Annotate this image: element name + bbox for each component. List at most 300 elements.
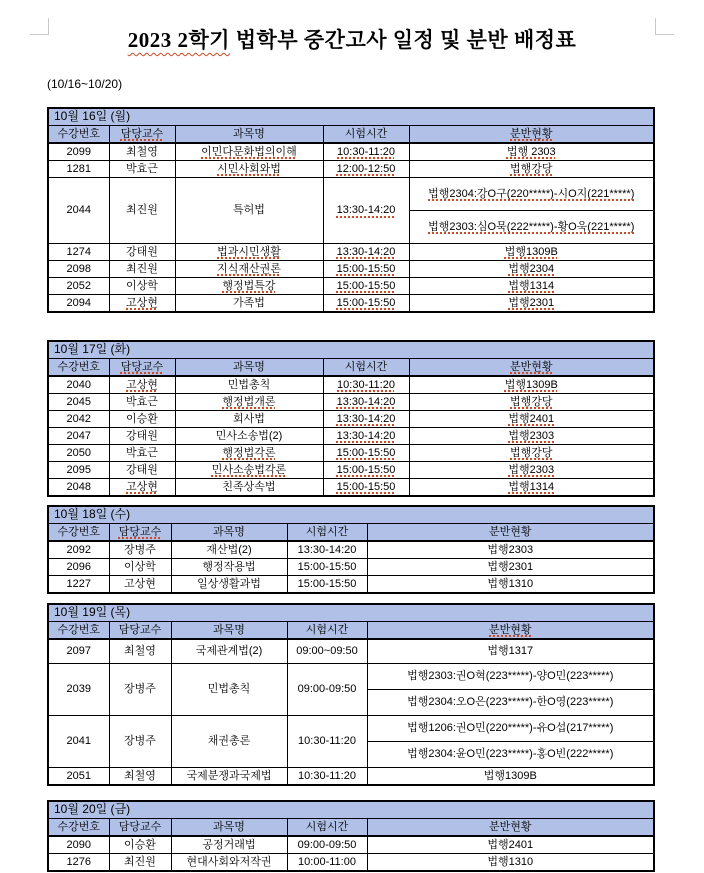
cell-course-no-text: 2098 — [66, 262, 91, 275]
column-header — [48, 359, 109, 377]
column-header-label: 과목명 — [233, 127, 265, 140]
cell-professor-text: 이승환 — [126, 412, 158, 425]
cell-course-no-text: 2040 — [66, 378, 91, 391]
cell-subject-text: 현대사회와저작권 — [186, 855, 272, 868]
cell-room — [409, 143, 654, 161]
cell-course-no — [48, 559, 109, 576]
cell-professor — [109, 394, 175, 411]
exam-table-day-3 — [47, 505, 655, 594]
cell-subject-text: 민사소송법각론 — [211, 463, 287, 476]
exam-table-day-2 — [47, 340, 655, 497]
cell-exam-time-text: 13:30-14:20 — [336, 395, 396, 408]
column-header-label: 과목명 — [213, 623, 245, 636]
column-header — [109, 622, 171, 640]
cell-course-no — [48, 295, 109, 313]
cell-room — [409, 244, 654, 261]
column-header — [48, 524, 109, 542]
cell-room-text: 법행1309B — [483, 769, 537, 782]
cell-course-no-text: 2051 — [66, 769, 91, 782]
column-header-label: 담당교수 — [118, 623, 162, 636]
cell-subject — [171, 836, 287, 854]
cell-subject — [175, 178, 323, 244]
cell-room — [409, 394, 654, 411]
column-header — [109, 819, 171, 837]
cell-professor — [109, 768, 171, 786]
margin-mark-top-left — [30, 18, 49, 35]
cell-subject — [175, 278, 323, 295]
cell-room — [409, 445, 654, 462]
cell-subject-text: 재산법(2) — [206, 543, 252, 556]
column-header-label: 분반현황 — [510, 360, 553, 373]
cell-exam-time-text: 13:30-14:20 — [297, 543, 357, 556]
cell-room — [409, 278, 654, 295]
cell-professor — [109, 664, 171, 716]
column-header — [48, 126, 109, 144]
cell-subject-text: 민사소송법(2) — [215, 429, 283, 442]
cell-subject — [171, 664, 287, 716]
cell-professor-text: 고상현 — [124, 577, 156, 590]
cell-professor — [109, 639, 171, 664]
cell-exam-time-text: 13:30-14:20 — [336, 412, 396, 425]
cell-course-no-text: 2044 — [66, 204, 91, 217]
cell-professor-text: 최철영 — [126, 145, 158, 158]
cell-professor — [109, 541, 171, 559]
cell-course-no-text: 2092 — [66, 543, 91, 556]
cell-room — [409, 462, 654, 479]
cell-course-no-text: 1281 — [66, 162, 91, 175]
cell-professor — [109, 178, 175, 244]
column-header-label: 분반현황 — [489, 623, 532, 636]
cell-professor — [109, 295, 175, 313]
cell-exam-time — [323, 261, 409, 278]
cell-subject — [171, 576, 287, 594]
cell-professor-text: 최진원 — [126, 204, 158, 217]
cell-professor-text: 박효근 — [126, 446, 158, 459]
column-header — [175, 126, 323, 144]
cell-professor-text: 고상현 — [126, 480, 158, 493]
cell-subject-text: 가족법 — [233, 296, 265, 309]
cell-room — [367, 576, 654, 594]
column-header — [109, 524, 171, 542]
cell-exam-time — [323, 278, 409, 295]
cell-room — [367, 742, 654, 768]
cell-exam-time-text: 09:00-09:50 — [297, 683, 357, 696]
column-header — [48, 819, 109, 837]
cell-professor-text: 박효근 — [126, 162, 158, 175]
column-header-label: 시험시간 — [305, 623, 349, 636]
cell-exam-time-text: 13:30-14:20 — [336, 245, 396, 258]
cell-exam-time-text: 10:00-11:00 — [298, 855, 356, 868]
cell-professor — [109, 462, 175, 479]
cell-course-no-text: 1274 — [66, 245, 91, 258]
cell-exam-time — [323, 411, 409, 428]
cell-room — [409, 376, 654, 394]
cell-exam-time-text: 15:00-15:50 — [336, 262, 396, 275]
cell-room-text: 법행2303 — [487, 543, 534, 556]
cell-professor-text: 최철영 — [124, 769, 156, 782]
cell-course-no — [48, 278, 109, 295]
cell-subject — [175, 376, 323, 394]
column-header-label: 담당교수 — [118, 820, 162, 833]
column-header-label: 시험시간 — [344, 360, 388, 373]
cell-professor — [109, 411, 175, 428]
cell-course-no-text: 2045 — [66, 395, 91, 408]
cell-exam-time — [287, 768, 367, 786]
column-header — [171, 622, 287, 640]
cell-subject-text: 민법총칙 — [207, 683, 251, 696]
cell-exam-time — [323, 428, 409, 445]
cell-room-text: 법행1314 — [508, 279, 555, 292]
cell-exam-time-text: 09:00~09:50 — [296, 645, 358, 658]
margin-mark-top-right — [655, 18, 674, 35]
cell-room-text: 법행1310 — [487, 577, 534, 590]
cell-room-text: 법행강당 — [510, 162, 553, 175]
cell-subject — [175, 143, 323, 161]
cell-course-no — [48, 768, 109, 786]
cell-exam-time — [323, 479, 409, 497]
exam-tables-container — [0, 107, 704, 872]
cell-course-no-text: 2090 — [66, 838, 91, 851]
cell-course-no — [48, 576, 109, 594]
cell-room — [367, 690, 654, 716]
cell-room — [409, 161, 654, 178]
cell-professor-text: 강태원 — [126, 245, 158, 258]
cell-exam-time — [287, 639, 367, 664]
cell-exam-time — [287, 716, 367, 768]
cell-room — [367, 768, 654, 786]
exam-table-day-5 — [47, 800, 655, 872]
cell-subject — [175, 161, 323, 178]
cell-professor — [109, 376, 175, 394]
cell-exam-time-text: 13:30-14:20 — [336, 204, 396, 217]
cell-professor-text: 박효근 — [126, 395, 158, 408]
day-header: 10월 20일 (금) — [48, 801, 654, 819]
cell-course-no — [48, 716, 109, 768]
cell-professor-text: 장병주 — [124, 543, 156, 556]
cell-room — [409, 261, 654, 278]
cell-room-text: 법행2303 — [508, 463, 555, 476]
cell-room-text: 법행강당 — [510, 446, 553, 459]
column-header-label: 분반현황 — [489, 820, 532, 833]
cell-subject-text: 회사법 — [233, 412, 265, 425]
cell-exam-time — [287, 854, 367, 872]
cell-course-no-text: 2042 — [66, 412, 91, 425]
column-header-label: 담당교수 — [120, 360, 164, 373]
exam-table-day-1 — [47, 107, 655, 313]
cell-subject-text: 공정거래법 — [202, 838, 256, 851]
cell-room-text: 법행2303:권O혁(223*****)-양O민(223*****) — [407, 670, 614, 683]
cell-exam-time — [323, 295, 409, 313]
cell-course-no — [48, 178, 109, 244]
cell-room-text: 법행1206:권O민(220*****)-유O섭(217*****) — [407, 722, 614, 735]
cell-subject-text: 친족상속법 — [222, 480, 276, 493]
cell-course-no — [48, 445, 109, 462]
exam-table-day-4 — [47, 603, 655, 786]
cell-course-no — [48, 261, 109, 278]
cell-exam-time — [323, 143, 409, 161]
cell-course-no — [48, 143, 109, 161]
cell-course-no-text: 2048 — [66, 480, 91, 493]
cell-room — [409, 479, 654, 497]
cell-subject-text: 시민사회와법 — [217, 162, 281, 175]
cell-room-text: 법행1310 — [487, 855, 534, 868]
column-header — [409, 126, 654, 144]
cell-course-no — [48, 541, 109, 559]
cell-exam-time-text: 10:30-11:20 — [337, 378, 395, 391]
cell-room-text: 법행2303 — [508, 429, 555, 442]
cell-course-no — [48, 836, 109, 854]
day-header: 10월 16일 (월) — [48, 108, 654, 126]
cell-room — [367, 664, 654, 690]
cell-exam-time-text: 10:30-11:20 — [337, 145, 395, 158]
column-header — [367, 524, 654, 542]
cell-room — [367, 639, 654, 664]
column-header-label: 과목명 — [213, 820, 245, 833]
cell-professor — [109, 161, 175, 178]
cell-exam-time — [287, 836, 367, 854]
cell-course-no — [48, 639, 109, 664]
cell-subject — [175, 261, 323, 278]
column-header — [367, 622, 654, 640]
cell-room — [409, 428, 654, 445]
column-header — [109, 359, 175, 377]
cell-exam-time-text: 15:00-15:50 — [336, 296, 396, 309]
cell-course-no — [48, 479, 109, 497]
column-header — [109, 126, 175, 144]
cell-professor-text: 강태원 — [126, 429, 158, 442]
column-header — [367, 819, 654, 837]
cell-subject-text: 지식재산권론 — [217, 262, 281, 275]
cell-exam-time-text: 15:00-15:50 — [297, 560, 357, 573]
cell-professor-text: 최진원 — [126, 262, 158, 275]
cell-professor-text: 고상현 — [126, 378, 158, 391]
cell-room-text: 법행2303:심O묵(222*****)-황O욱(221*****) — [428, 220, 635, 233]
cell-room-text: 법행2304 — [508, 262, 555, 275]
cell-exam-time — [323, 376, 409, 394]
cell-subject-text: 행정작용법 — [202, 560, 256, 573]
cell-subject-text: 채권총론 — [207, 735, 251, 748]
cell-professor — [109, 428, 175, 445]
cell-professor-text: 최진원 — [124, 855, 156, 868]
cell-exam-time-text: 15:00-15:50 — [336, 446, 396, 459]
cell-room-text: 법행 2303 — [506, 145, 556, 158]
cell-room — [409, 178, 654, 211]
cell-professor — [109, 479, 175, 497]
cell-exam-time — [323, 394, 409, 411]
cell-room-text: 법행1309B — [504, 378, 558, 391]
column-header-label: 과목명 — [233, 360, 265, 373]
cell-subject — [171, 541, 287, 559]
cell-course-no-text: 2097 — [66, 645, 91, 658]
cell-exam-time — [323, 244, 409, 261]
cell-course-no — [48, 664, 109, 716]
cell-room-text: 법행1309B — [504, 245, 558, 258]
cell-subject — [171, 716, 287, 768]
day-header: 10월 17일 (화) — [48, 341, 654, 359]
cell-course-no-text: 2094 — [66, 296, 91, 309]
cell-room-text: 법행2401 — [508, 412, 555, 425]
cell-course-no — [48, 394, 109, 411]
cell-subject-text: 국제관계법(2) — [195, 645, 263, 658]
cell-professor — [109, 143, 175, 161]
cell-professor — [109, 261, 175, 278]
page-title — [0, 0, 704, 53]
column-header — [287, 622, 367, 640]
column-header — [171, 819, 287, 837]
column-header — [171, 524, 287, 542]
cell-room-text: 법행2304:윤O민(223*****)-홍O빈(222*****) — [407, 748, 614, 761]
cell-subject — [171, 768, 287, 786]
cell-subject-text: 행정법각론 — [222, 446, 276, 459]
cell-exam-time — [323, 161, 409, 178]
cell-subject — [175, 295, 323, 313]
column-header — [323, 126, 409, 144]
cell-professor-text: 이승환 — [124, 838, 156, 851]
cell-subject-text: 민법총칙 — [227, 378, 271, 391]
column-header-label: 분반현황 — [489, 525, 532, 538]
cell-room — [367, 541, 654, 559]
cell-course-no-text: 2095 — [66, 463, 91, 476]
cell-subject — [175, 244, 323, 261]
column-header-label: 담당교수 — [120, 127, 164, 140]
cell-subject-text: 일상생활과법 — [197, 577, 261, 590]
column-header-label: 과목명 — [213, 525, 245, 538]
cell-subject — [175, 462, 323, 479]
cell-course-no — [48, 854, 109, 872]
cell-professor — [109, 445, 175, 462]
cell-subject-text: 국제분쟁과국제법 — [186, 769, 272, 782]
cell-subject-text: 법과시민생활 — [217, 245, 281, 258]
cell-room — [367, 559, 654, 576]
cell-professor — [109, 716, 171, 768]
cell-subject-text: 특허법 — [233, 204, 265, 217]
column-header-label: 수강번호 — [57, 127, 100, 140]
cell-room — [409, 211, 654, 244]
column-header — [323, 359, 409, 377]
cell-course-no — [48, 462, 109, 479]
cell-exam-time — [323, 462, 409, 479]
cell-subject — [171, 854, 287, 872]
cell-room-text: 법행강당 — [510, 395, 553, 408]
column-header-label: 시험시간 — [344, 127, 388, 140]
column-header-label: 담당교수 — [118, 525, 162, 538]
cell-room-text: 법행2304:오O은(223*****)-한O영(223*****) — [407, 696, 614, 709]
cell-course-no-text: 1276 — [66, 855, 91, 868]
cell-subject — [175, 428, 323, 445]
cell-professor — [109, 244, 175, 261]
column-header-label: 수강번호 — [57, 623, 100, 636]
cell-subject — [175, 394, 323, 411]
cell-exam-time-text: 15:00-15:50 — [336, 480, 396, 493]
column-header — [287, 524, 367, 542]
cell-professor-text: 장병주 — [124, 735, 156, 748]
cell-professor — [109, 278, 175, 295]
cell-exam-time — [323, 178, 409, 244]
cell-professor — [109, 836, 171, 854]
cell-professor-text: 최철영 — [124, 645, 156, 658]
cell-professor-text: 이상학 — [126, 279, 158, 292]
cell-room — [367, 836, 654, 854]
cell-room — [409, 295, 654, 313]
cell-professor — [109, 576, 171, 594]
cell-exam-time — [287, 664, 367, 716]
title-semester: 2023 2학기 — [127, 28, 231, 52]
cell-exam-time — [287, 576, 367, 594]
day-header: 10월 18일 (수) — [48, 506, 654, 524]
cell-exam-time — [287, 541, 367, 559]
column-header — [409, 359, 654, 377]
date-range: (10/16~10/20) — [47, 77, 123, 92]
cell-course-no — [48, 161, 109, 178]
cell-exam-time-text: 13:30-14:20 — [336, 429, 396, 442]
cell-room — [367, 854, 654, 872]
cell-course-no-text: 2039 — [66, 683, 91, 696]
column-header-label: 시험시간 — [305, 525, 349, 538]
cell-exam-time — [287, 559, 367, 576]
cell-subject-text: 행정법개론 — [222, 395, 276, 408]
cell-room-text: 법행2301 — [508, 296, 555, 309]
cell-subject — [171, 639, 287, 664]
cell-room — [409, 411, 654, 428]
column-header-label: 분반현황 — [510, 127, 553, 140]
column-header-label: 수강번호 — [57, 525, 100, 538]
cell-exam-time-text: 15:00-15:50 — [297, 577, 357, 590]
cell-course-no-text: 1227 — [66, 577, 91, 590]
cell-room-text: 법행2304:강O구(220*****)-시O지(221*****) — [428, 187, 635, 200]
cell-course-no-text: 2052 — [66, 279, 91, 292]
cell-course-no-text: 2050 — [66, 446, 91, 459]
day-header: 10월 19일 (목) — [48, 604, 654, 622]
column-header — [175, 359, 323, 377]
title-rest: 법학부 중간고사 일정 및 분반 배정표 — [230, 28, 577, 52]
cell-exam-time — [323, 445, 409, 462]
cell-subject-text: 이민다문화법의이해 — [201, 145, 297, 158]
cell-subject — [171, 559, 287, 576]
cell-course-no-text: 2099 — [66, 145, 91, 158]
cell-professor-text: 강태원 — [126, 463, 158, 476]
cell-course-no — [48, 376, 109, 394]
cell-exam-time-text: 15:00-15:50 — [336, 463, 396, 476]
cell-course-no-text: 2041 — [66, 735, 91, 748]
cell-exam-time-text: 10:30-11:20 — [298, 769, 356, 782]
column-header-label: 수강번호 — [57, 820, 100, 833]
cell-exam-time-text: 12:00-12:50 — [336, 162, 396, 175]
cell-room-text: 법행1314 — [508, 480, 555, 493]
cell-course-no-text: 2096 — [66, 560, 91, 573]
cell-professor-text: 고상현 — [126, 296, 158, 309]
cell-professor-text: 장병주 — [124, 683, 156, 696]
cell-room-text: 법행2401 — [487, 838, 534, 851]
cell-subject-text: 행정법특강 — [222, 279, 276, 292]
column-header — [48, 622, 109, 640]
column-header-label: 시험시간 — [305, 820, 349, 833]
cell-course-no-text: 2047 — [66, 429, 91, 442]
cell-exam-time-text: 15:00-15:50 — [336, 279, 396, 292]
column-header — [287, 819, 367, 837]
cell-professor — [109, 559, 171, 576]
cell-course-no — [48, 244, 109, 261]
cell-exam-time-text: 10:30-11:20 — [298, 735, 356, 748]
cell-course-no — [48, 411, 109, 428]
cell-subject — [175, 479, 323, 497]
cell-room-text: 법행1317 — [487, 645, 534, 658]
column-header-label: 수강번호 — [57, 360, 100, 373]
cell-subject — [175, 411, 323, 428]
cell-subject — [175, 445, 323, 462]
cell-exam-time-text: 09:00-09:50 — [297, 838, 357, 851]
cell-room — [367, 716, 654, 742]
cell-professor-text: 이상학 — [124, 560, 156, 573]
